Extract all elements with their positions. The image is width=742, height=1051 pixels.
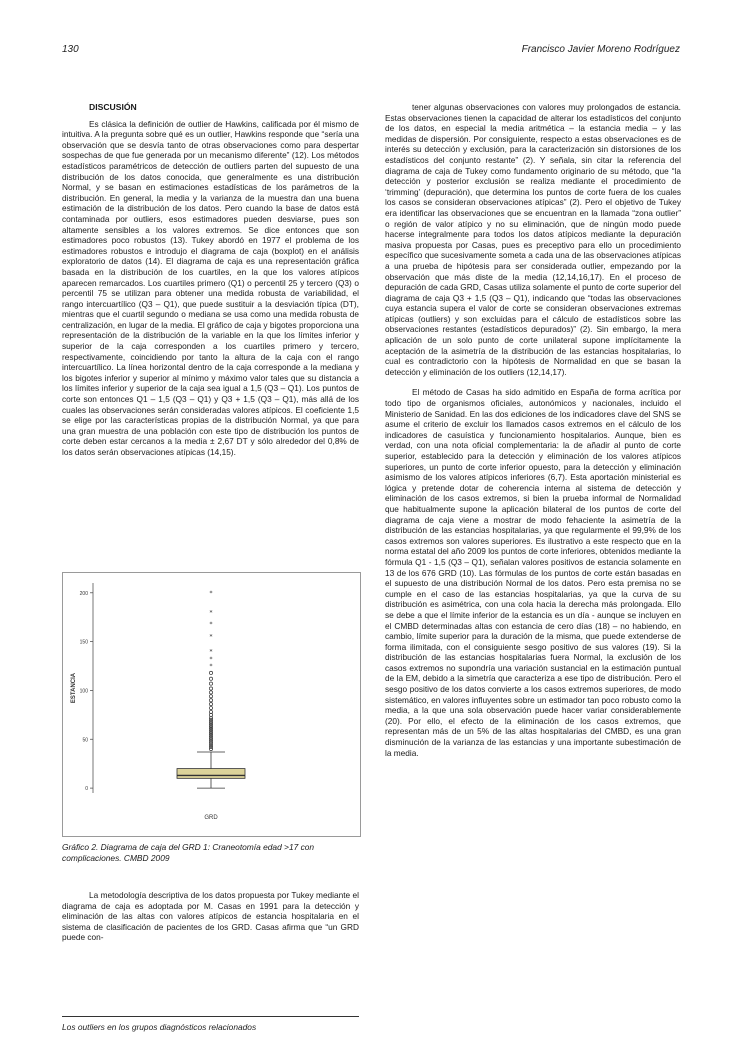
outlier-point — [209, 682, 212, 685]
y-tick-label: 100 — [79, 688, 88, 695]
section-heading: DISCUSIÓN — [89, 102, 137, 112]
outlier-point: * — [209, 589, 213, 597]
figure-boxplot — [62, 572, 361, 837]
footer-rule — [62, 1016, 359, 1017]
outlier-point — [209, 703, 212, 706]
left-column-bottom — [62, 890, 359, 943]
outlier-point — [209, 691, 212, 694]
outlier-point: * — [209, 656, 213, 664]
outlier-point: * — [209, 648, 213, 656]
right-column — [385, 102, 681, 758]
outlier-point: * — [209, 621, 213, 629]
figure-caption: Gráfico 2. Diagrama de caja del GRD 1: Craneotomía edad >17 con complicaciones. CMBD 2009 — [62, 842, 315, 863]
running-header-author: Francisco Javier Moreno Rodríguez — [521, 44, 680, 55]
paragraph: El método de Casas ha sido admitido en España de forma acrítica por todo tipo de organismos oficiales, autonómicos y nacionales, incluido el Ministerio de Sanidad. En las dos ediciones de los indicadores clave del SNS se asume el criterio de excluir los llamados casos extremos en el cálculo de los indicadores de casuística y funcionamiento hospitalarios. Aunque, bien es verdad, con una nota oficial complementaria: la de añadir al punto de corte superior, establecido para la detección y eliminación de los valores atípicos superiores, un punto de corte inferior opuesto, para la detección y eliminación asimismo de los valores atípicos inferiores (6,7). Esta aportación ministerial es lógica y pretende dotar de coherencia interna al sistema de detección y eliminación de los casos extremos, si bien la prueba informal de Normalidad que habitualmente supone la aplicación bilateral de los puntos de corte del diagrama de caja viene a mostrar de modo fehaciente la asimetría de la distribución de las estancias hospitalarias, ya que regularmente el 99,9% de los casos extremos son valores superiores. Es ilustrativo a este respecto que en la norma estatal del año 2009 los puntos de corte inferiores, obtenidos mediante la fórmula Q1 - 1,5 (Q3 – Q1), señalan valores positivos de estancia solamente en 13 de los 676 GRD (10). Las fórmulas de los puntos de corte están basadas en el supuesto de una distribución Normal de los datos. Pero esta premisa no se cumple en el caso de las estancias hospitalarias, ya que la curva de su distribución es asimétrica, con una cola hacia la derecha más prolongada. Ello se debe a que el límite inferior de la estancia es un día - aunque se incluyen en el CMBD determinadas altas con estancia de cero días (18) – no habiendo, en cambio, límite superior para la duración de la misma, que puede extenderse de forma ilimitada, con el consiguiente sesgo positivo de sus valores (19). Si la distribución de las estancias hospitalarias fuera Normal, la exclusión de los casos extremos no supondría una variación sustancial en la estimación puntual de la EM, debido a la simetría que caracteriza a ese tipo de distribución. Pero el sesgo positivo de los datos convierte a los casos extremos superiores, de modo sistemático, en valores influyentes sobre un estimador tan poco robusto como la media, a la que una sola observación puede hacer variar considerablemente (20). Por ello, el efecto de la eliminación de los casos extremos, que representan más de un 5% de las altas hospitalarias del CMBD, es una gran disminución de la varianza de las estancias y una importante subestimación de la media. — [385, 387, 681, 758]
paragraph: tener algunas observaciones con valores muy prolongados de estancia. Estas observaciones tienen la capacidad de alterar los estadísticos del conjunto de los datos, en especial la media aritmética – la estancia media – y las medidas de dispersión. Por consiguiente, respecto a estas observaciones es de interés su detección y exclusión, para la caracterización sin distorsiones de los estadísticos del conjunto restante” (2). Y señala, sin citar la referencia del diagrama de caja de Tukey como fundamento originario de su método, que “la detección y posterior exclusión se realiza mediante el procedimiento de ‘trimming’ (depuración), que determina los puntos de corte fuera de los cuales los casos se consideran observaciones atípicas” (2). Pero el objetivo de Tukey era identificar las observaciones que se encuentran en la llamada “zona outlier” o región de valor atípico y no su eliminación, que de ningún modo puede hacerse integralmente para todos los datos atípicos mediante la depuración masiva propuesta por Casas, pues es preceptivo para ello un procedimiento específico que sucesivamente someta a cada una de las observaciones atípicas a una prueba de hipótesis para ser considerada outlier, empezando por la observación que más diste de la media (12,14,16,17). En el proceso de depuración de cada GRD, Casas utiliza solamente el punto de corte superior del diagrama de caja Q3 + 1,5 (Q3 – Q1), indicando que “todas las observaciones cuya estancia supera el valor de corte se consideran observaciones extremas atípicas (outliers) y son excluidas para el cálculo de estadísticos sobre las observaciones restantes (estadísticos depurados)” (2). Sin embargo, la mera aplicación de un solo punto de corte unilateral supone implícitamente la aceptación de la asimetría de la distribución de las estancias hospitalarias, lo cual es contradictorio con la hipótesis de Normalidad en que se basan la detección y eliminación de los outliers (12,14,17). — [385, 102, 681, 377]
outlier-point — [209, 687, 212, 690]
y-tick-label: 50 — [82, 737, 88, 744]
y-tick-label: 150 — [79, 639, 88, 646]
y-axis-label: ESTANCIA — [71, 672, 77, 704]
outlier-point — [209, 671, 212, 674]
y-tick-label: 0 — [85, 786, 88, 793]
y-tick-label: 200 — [79, 590, 88, 597]
box-iqr — [177, 769, 245, 779]
outlier-point — [209, 677, 212, 680]
outlier-point: * — [209, 663, 213, 671]
paragraph: La metodología descriptiva de los datos propuesta por Tukey mediante el diagrama de caja es adoptada por M. Casas en 1991 para la detección y eliminación de las altas con valores atípicos de estancia hospitalaria en el sistema de clasificación de pacientes de los GRD. Casas afirma que “un GRD puede con- — [62, 890, 359, 943]
outlier-point — [209, 706, 212, 709]
outlier-point: * — [209, 633, 213, 641]
outlier-point — [209, 695, 212, 698]
outlier-point: * — [209, 609, 213, 617]
left-column — [62, 102, 359, 458]
outlier-point — [209, 699, 212, 702]
x-axis-label: GRD — [204, 815, 218, 821]
footer-text: Los outliers en los grupos diagnósticos relacionados — [62, 1022, 257, 1032]
page-number: 130 — [62, 44, 79, 55]
paragraph: Es clásica la definición de outlier de Hawkins, calificada por él mismo de intuitiva. A la pregunta sobre qué es un outlier, Hawkins responde que “sería una observación que se desvía tanto de otras observaciones como para despertar sospechas de que fue generada por un mecanismo diferente” (12). Los métodos estadísticos paramétricos de detección de outliers parten del supuesto de una distribución de los datos conocida, que generalmente es una distribución Normal, y se basan en estimaciones estadísticas de los parámetros de la distribución. En general, la media y la varianza de la muestra dan una buena estimación de la distribución de los datos. Pero cuando la base de datos está contaminada por outliers, esos estimadores pueden desviarse, pues son altamente sensibles a los valores extremos. Se dice entonces que son estimadores poco robustos (13). Tukey abordó en 1977 el problema de los estimadores robustos e introdujo el diagrama de caja (boxplot) en el análisis exploratorio de datos (14). El diagrama de caja es una representación gráfica basada en la distribución de los cuartiles, en la que los valores atípicos aparecen remarcados. Los cuartiles primero (Q1) o percentil 25 y tercero (Q3) o percentil 75 se utilizan para obtener una medida robusta de variabilidad, el rango intercuartílico (Q3 – Q1), que puede sustituir a la desviación típica (DT), mientras que el cuartil segundo o mediana se usa como una medida robusta de centralización, en lugar de la media. El gráfico de caja y bigotes proporciona una representación de la distribución de la variable en la que los límites inferior y superior de la caja corresponden a los cuartiles primero y tercero, respectivamente, coincidiendo por tanto la altura de la caja con el rango intercuartílico. La línea horizontal dentro de la caja corresponde a la mediana y los bigotes inferior y superior al mínimo y máximo valor tales que su distancia a los límites inferior y superior de la caja sea igual a 1,5 (Q3 – Q1). Los puntos de corte son entonces Q1 – 1,5 (Q3 – Q1) y Q3 + 1,5 (Q3 – Q1), más allá de los cuales las observaciones serán consideradas valores atípicos. El coeficiente 1,5 se elige por las características propias de la distribución Normal, ya que para una gran muestra de una población con este tipo de distribución los puntos de corte deben estar cercanos a la media ± 2,67 DT y sólo alrededor del 0,8% de los datos serán observaciones atípicas (14,15). — [62, 118, 359, 457]
boxplot-chart — [63, 573, 360, 836]
